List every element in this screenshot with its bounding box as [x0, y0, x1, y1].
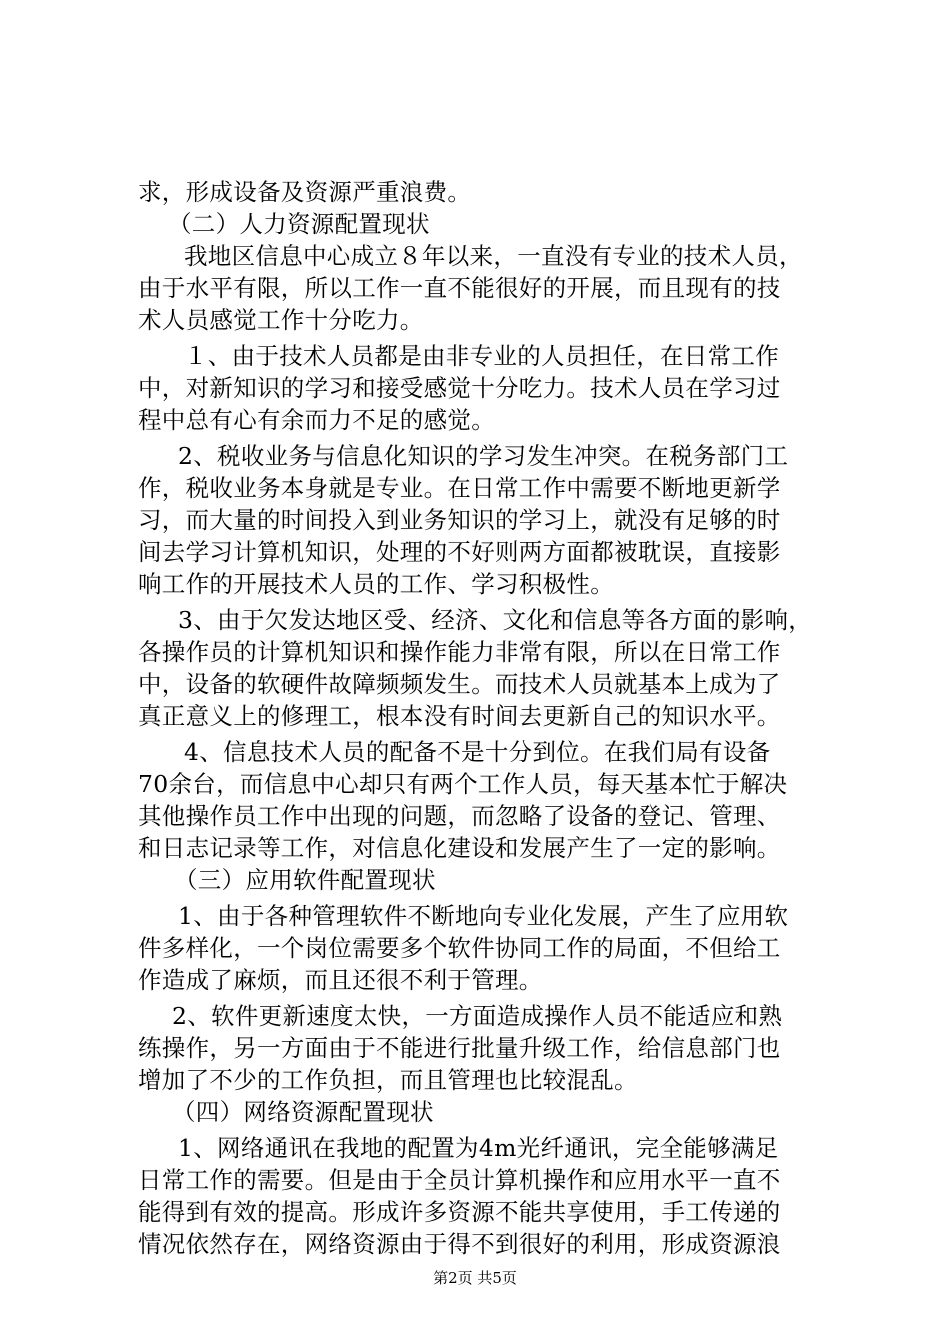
text-line: １、由于技术人员都是由非专业的人员担任，在日常工作 [184, 342, 779, 370]
text-line: 1、网络通讯在我地的配置为4m光纤通讯，完全能够满足 [178, 1134, 779, 1162]
document-body [138, 176, 828, 1260]
text-line: 术人员感觉工作十分吃力。 [138, 306, 424, 334]
text-line: （三）应用软件配置现状 [174, 866, 436, 894]
text-line: 求，形成设备及资源严重浪费。 [138, 178, 472, 206]
text-line: 增加了不少的工作负担，而且管理也比较混乱。 [138, 1066, 638, 1094]
text-line: 响工作的开展技术人员的工作、学习积极性。 [138, 570, 614, 598]
page-footer: 第2页 共5页 [433, 1269, 517, 1287]
text-line: 3、由于欠发达地区受、经济、文化和信息等各方面的影响， [178, 606, 813, 634]
text-line: 日常工作的需要。但是由于全员计算机操作和应用水平一直不 [138, 1166, 781, 1194]
text-line: 2、税收业务与信息化知识的学习发生冲突。在税务部门工 [178, 442, 789, 470]
text-line: （二）人力资源配置现状 [168, 210, 430, 238]
text-line: 习，而大量的时间投入到业务知识的学习上，就没有足够的时 [138, 506, 781, 534]
text-line: 真正意义上的修理工，根本没有时间去更新自己的知识水平。 [138, 702, 781, 730]
text-line: 和日志记录等工作，对信息化建设和发展产生了一定的影响。 [138, 834, 781, 862]
text-line: 情况依然存在，网络资源由于得不到很好的利用，形成资源浪 [138, 1230, 781, 1258]
text-line: （四）网络资源配置现状 [172, 1098, 434, 1126]
text-line: 70余台，而信息中心却只有两个工作人员，每天基本忙于解决 [138, 770, 788, 798]
text-line: 作造成了麻烦，而且还很不利于管理。 [138, 966, 543, 994]
text-line: 中，对新知识的学习和接受感觉十分吃力。技术人员在学习过 [138, 374, 781, 402]
text-line: 间去学习计算机知识，处理的不好则两方面都被耽误，直接影 [138, 538, 781, 566]
text-line: 我地区信息中心成立８年以来，一直没有专业的技术人员， [184, 242, 803, 270]
text-line: 中，设备的软硬件故障频频发生。而技术人员就基本上成为了 [138, 670, 781, 698]
text-line: 各操作员的计算机知识和操作能力非常有限，所以在日常工作 [138, 638, 781, 666]
text-line: 其他操作员工作中出现的问题，而忽略了设备的登记、管理、 [138, 802, 781, 830]
text-line: 程中总有心有余而力不足的感觉。 [138, 406, 495, 434]
text-line: 4、信息技术人员的配备不是十分到位。在我们局有设备 [184, 738, 771, 766]
text-line: 1、由于各种管理软件不断地向专业化发展，产生了应用软 [178, 902, 789, 930]
text-line: 作，税收业务本身就是专业。在日常工作中需要不断地更新学 [138, 474, 781, 502]
text-line: 由于水平有限，所以工作一直不能很好的开展，而且现有的技 [138, 274, 781, 302]
text-line: 2、软件更新速度太快，一方面造成操作人员不能适应和熟 [172, 1002, 783, 1030]
text-line: 件多样化，一个岗位需要多个软件协同工作的局面，不但给工 [138, 934, 781, 962]
text-line: 能得到有效的提高。形成许多资源不能共享使用，手工传递的 [138, 1198, 781, 1226]
text-line: 练操作，另一方面由于不能进行批量升级工作，给信息部门也 [138, 1034, 781, 1062]
